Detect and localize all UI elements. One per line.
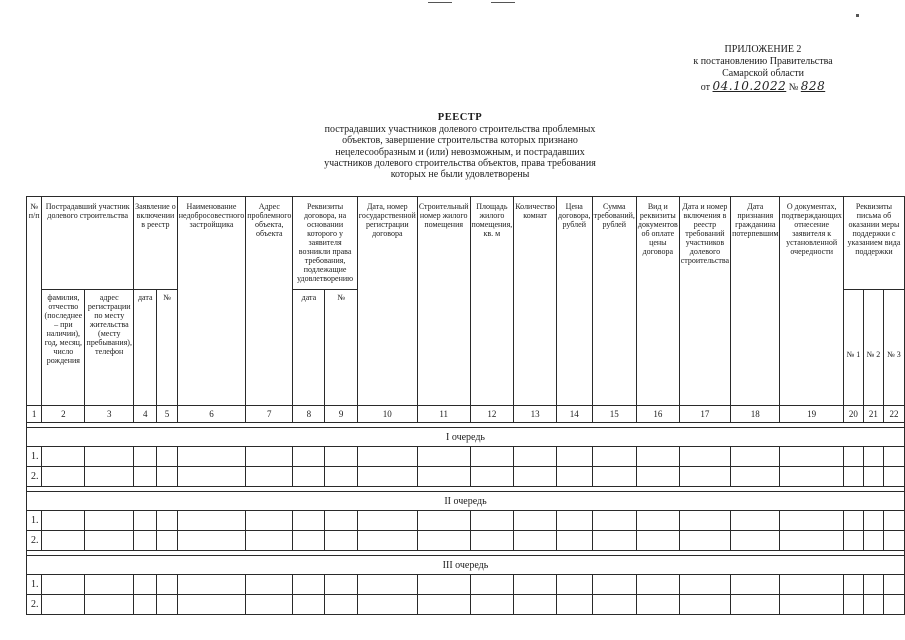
empty-cell — [556, 467, 592, 487]
empty-cell — [636, 447, 679, 467]
column-number-cell: 15 — [592, 406, 636, 423]
header-developer-name: Наименование недобросовестного застройщика — [177, 197, 246, 406]
empty-cell — [470, 575, 514, 595]
header-contract-date: дата — [293, 290, 325, 406]
column-number-cell: 11 — [417, 406, 470, 423]
empty-cell — [325, 595, 357, 615]
empty-cell — [42, 595, 85, 615]
column-number-cell: 2 — [42, 406, 85, 423]
appendix-line-2: Самарской области — [722, 68, 804, 79]
empty-cell — [85, 467, 134, 487]
empty-cell — [177, 531, 246, 551]
empty-cell — [42, 467, 85, 487]
header-object-address: Адрес проблемного объекта, объекта — [246, 197, 293, 406]
empty-cell — [636, 595, 679, 615]
empty-cell — [470, 467, 514, 487]
table-row — [27, 511, 905, 531]
empty-cell — [325, 511, 357, 531]
column-number-cell: 12 — [470, 406, 514, 423]
empty-cell — [357, 531, 417, 551]
header-support-3: № 3 — [883, 290, 904, 406]
row-number-cell: 2. — [27, 531, 42, 551]
empty-cell — [636, 511, 679, 531]
empty-cell — [883, 447, 904, 467]
column-number-cell: 4 — [134, 406, 157, 423]
empty-cell — [293, 575, 325, 595]
empty-cell — [883, 467, 904, 487]
empty-cell — [157, 531, 177, 551]
empty-cell — [157, 511, 177, 531]
header-contract-details: Реквизиты договора, на основании которого у заявителя возникли права требования, подлежащие удовлетворению — [293, 197, 357, 290]
empty-cell — [592, 531, 636, 551]
column-number-cell: 22 — [883, 406, 904, 423]
row-number-cell: 2. — [27, 467, 42, 487]
column-number-cell: 19 — [780, 406, 843, 423]
empty-cell — [357, 447, 417, 467]
empty-cell — [134, 511, 157, 531]
empty-cell — [679, 467, 730, 487]
queue-label: III очередь — [27, 556, 905, 575]
empty-cell — [85, 575, 134, 595]
empty-cell — [731, 595, 780, 615]
empty-cell — [592, 447, 636, 467]
empty-cell — [731, 575, 780, 595]
empty-cell — [325, 575, 357, 595]
empty-cell — [417, 511, 470, 531]
empty-cell — [679, 595, 730, 615]
empty-cell — [592, 595, 636, 615]
column-number-cell: 6 — [177, 406, 246, 423]
empty-cell — [246, 511, 293, 531]
queue-label: I очередь — [27, 428, 905, 447]
empty-cell — [514, 511, 557, 531]
scan-mark — [428, 2, 452, 3]
column-numbers-row — [27, 406, 905, 423]
header-application-number: № — [157, 290, 177, 406]
column-number-cell: 5 — [157, 406, 177, 423]
header-price: Цена договора, рублей — [556, 197, 592, 406]
empty-cell — [863, 595, 883, 615]
column-number-cell: 10 — [357, 406, 417, 423]
empty-cell — [417, 595, 470, 615]
empty-cell — [417, 575, 470, 595]
empty-cell — [636, 531, 679, 551]
appendix-block — [653, 44, 873, 94]
table-row — [27, 531, 905, 551]
empty-cell — [177, 511, 246, 531]
empty-cell — [592, 467, 636, 487]
empty-cell — [134, 447, 157, 467]
empty-cell — [592, 575, 636, 595]
empty-cell — [246, 575, 293, 595]
column-number-cell: 17 — [679, 406, 730, 423]
empty-cell — [470, 595, 514, 615]
empty-cell — [134, 531, 157, 551]
empty-cell — [85, 531, 134, 551]
empty-cell — [157, 467, 177, 487]
header-queue-docs: О документах, подтверждающих отнесение заявителя к установленной очередности — [780, 197, 843, 406]
header-building-number: Строительный номер жилого помещения — [417, 197, 470, 406]
date-prefix: от — [700, 82, 711, 93]
empty-cell — [843, 531, 863, 551]
queues-body — [27, 423, 905, 615]
registry-heading: РЕЕСТР — [437, 112, 483, 123]
empty-cell — [843, 511, 863, 531]
empty-cell — [636, 575, 679, 595]
title-line: пострадавших участников долевого строительства проблемных — [324, 124, 596, 136]
queue-label: II очередь — [27, 492, 905, 511]
table-row — [27, 447, 905, 467]
empty-cell — [863, 511, 883, 531]
empty-cell — [556, 511, 592, 531]
empty-cell — [357, 575, 417, 595]
empty-cell — [470, 447, 514, 467]
number-prefix: № — [788, 82, 799, 93]
column-number-cell: 1 — [27, 406, 42, 423]
empty-cell — [731, 511, 780, 531]
empty-cell — [157, 575, 177, 595]
document-title — [270, 112, 650, 180]
header-participant: Пострадавший участник долевого строительства — [42, 197, 134, 290]
empty-cell — [514, 575, 557, 595]
handwritten-date: 04.10.2022 — [712, 79, 787, 93]
empty-cell — [157, 595, 177, 615]
empty-cell — [556, 575, 592, 595]
column-number-cell: 16 — [636, 406, 679, 423]
empty-cell — [514, 447, 557, 467]
header-contract-number: № — [325, 290, 357, 406]
empty-cell — [514, 467, 557, 487]
empty-cell — [325, 447, 357, 467]
empty-cell — [780, 575, 843, 595]
header-participant-address: адрес регистрации по месту жительства (месту пребывания), телефон — [85, 290, 134, 406]
empty-cell — [417, 531, 470, 551]
empty-cell — [293, 595, 325, 615]
empty-cell — [843, 447, 863, 467]
header-support-letter: Реквизиты письма об оказании меры поддержки с указанием вида поддержки — [843, 197, 904, 290]
empty-cell — [293, 531, 325, 551]
header-participant-name: фамилия, отчество (последнее – при наличии), год, месяц, число рождения — [42, 290, 85, 406]
appendix-title: ПРИЛОЖЕНИЕ 2 — [724, 44, 802, 55]
title-line: участников долевого строительства объектов, права требования — [324, 157, 596, 169]
title-line: объектов, завершение строительства которых признано — [342, 135, 578, 147]
empty-cell — [42, 575, 85, 595]
empty-cell — [780, 531, 843, 551]
empty-cell — [357, 595, 417, 615]
empty-cell — [85, 447, 134, 467]
empty-cell — [177, 467, 246, 487]
empty-cell — [134, 595, 157, 615]
empty-cell — [293, 511, 325, 531]
column-number-cell: 8 — [293, 406, 325, 423]
empty-cell — [293, 467, 325, 487]
empty-cell — [177, 447, 246, 467]
empty-cell — [514, 595, 557, 615]
column-number-cell: 9 — [325, 406, 357, 423]
empty-cell — [357, 467, 417, 487]
empty-cell — [470, 511, 514, 531]
row-number-cell: 1. — [27, 511, 42, 531]
empty-cell — [883, 595, 904, 615]
header-row-number: № п/п — [27, 197, 42, 406]
empty-cell — [780, 447, 843, 467]
scan-mark — [856, 14, 859, 17]
title-line: которых не были удовлетворены — [390, 169, 530, 181]
header-state-registration: Дата, номер государственной регистрации договора — [357, 197, 417, 406]
empty-cell — [883, 531, 904, 551]
empty-cell — [246, 447, 293, 467]
empty-cell — [42, 531, 85, 551]
empty-cell — [863, 531, 883, 551]
empty-cell — [679, 447, 730, 467]
empty-cell — [246, 595, 293, 615]
empty-cell — [883, 575, 904, 595]
empty-cell — [177, 575, 246, 595]
empty-cell — [417, 447, 470, 467]
empty-cell — [177, 595, 246, 615]
empty-cell — [325, 467, 357, 487]
appendix-line-1: к постановлению Правительства — [693, 56, 833, 67]
empty-cell — [863, 467, 883, 487]
title-line: нецелесообразным и (или) невозможным, и пострадавших — [335, 146, 585, 158]
header-victim-recognition: Дата признания гражданина потерпевшим — [731, 197, 780, 406]
empty-cell — [514, 531, 557, 551]
empty-cell — [42, 511, 85, 531]
header-area: Площадь жилого помещения, кв. м — [470, 197, 514, 406]
header-claim-sum: Сумма требований, рублей — [592, 197, 636, 406]
empty-cell — [325, 531, 357, 551]
table-row — [27, 575, 905, 595]
empty-cell — [246, 467, 293, 487]
column-number-cell: 21 — [863, 406, 883, 423]
empty-cell — [42, 447, 85, 467]
empty-cell — [157, 447, 177, 467]
empty-cell — [883, 511, 904, 531]
empty-cell — [679, 575, 730, 595]
header-support-1: № 1 — [843, 290, 863, 406]
empty-cell — [293, 447, 325, 467]
handwritten-number: 828 — [800, 79, 826, 93]
column-number-cell: 7 — [246, 406, 293, 423]
empty-cell — [592, 511, 636, 531]
empty-cell — [357, 511, 417, 531]
empty-cell — [636, 467, 679, 487]
empty-cell — [843, 595, 863, 615]
empty-cell — [246, 531, 293, 551]
empty-cell — [417, 467, 470, 487]
registry-table — [26, 196, 905, 615]
header-application-date: дата — [134, 290, 157, 406]
empty-cell — [731, 531, 780, 551]
empty-cell — [134, 467, 157, 487]
header-application: Заявление о включении в реестр — [134, 197, 178, 290]
empty-cell — [679, 511, 730, 531]
column-number-cell: 3 — [85, 406, 134, 423]
empty-cell — [470, 531, 514, 551]
empty-cell — [863, 447, 883, 467]
empty-cell — [556, 531, 592, 551]
empty-cell — [85, 595, 134, 615]
header-payment-docs: Вид и реквизиты документов об оплате цены договора — [636, 197, 679, 406]
column-number-cell: 13 — [514, 406, 557, 423]
header-registry-inclusion: Дата и номер включения в реестр требований участников долевого строительства — [679, 197, 730, 406]
row-number-cell: 1. — [27, 447, 42, 467]
empty-cell — [85, 511, 134, 531]
table-row — [27, 467, 905, 487]
empty-cell — [556, 595, 592, 615]
header-rooms: Количество комнат — [514, 197, 557, 406]
row-number-cell: 2. — [27, 595, 42, 615]
row-number-cell: 1. — [27, 575, 42, 595]
empty-cell — [780, 511, 843, 531]
empty-cell — [731, 467, 780, 487]
appendix-date-line — [653, 80, 873, 94]
empty-cell — [780, 467, 843, 487]
scan-mark — [491, 2, 515, 3]
empty-cell — [731, 447, 780, 467]
empty-cell — [679, 531, 730, 551]
empty-cell — [556, 447, 592, 467]
table-row — [27, 595, 905, 615]
column-number-cell: 18 — [731, 406, 780, 423]
column-number-cell: 14 — [556, 406, 592, 423]
column-number-cell: 20 — [843, 406, 863, 423]
empty-cell — [134, 575, 157, 595]
empty-cell — [780, 595, 843, 615]
empty-cell — [843, 575, 863, 595]
header-support-2: № 2 — [863, 290, 883, 406]
empty-cell — [843, 467, 863, 487]
empty-cell — [863, 575, 883, 595]
